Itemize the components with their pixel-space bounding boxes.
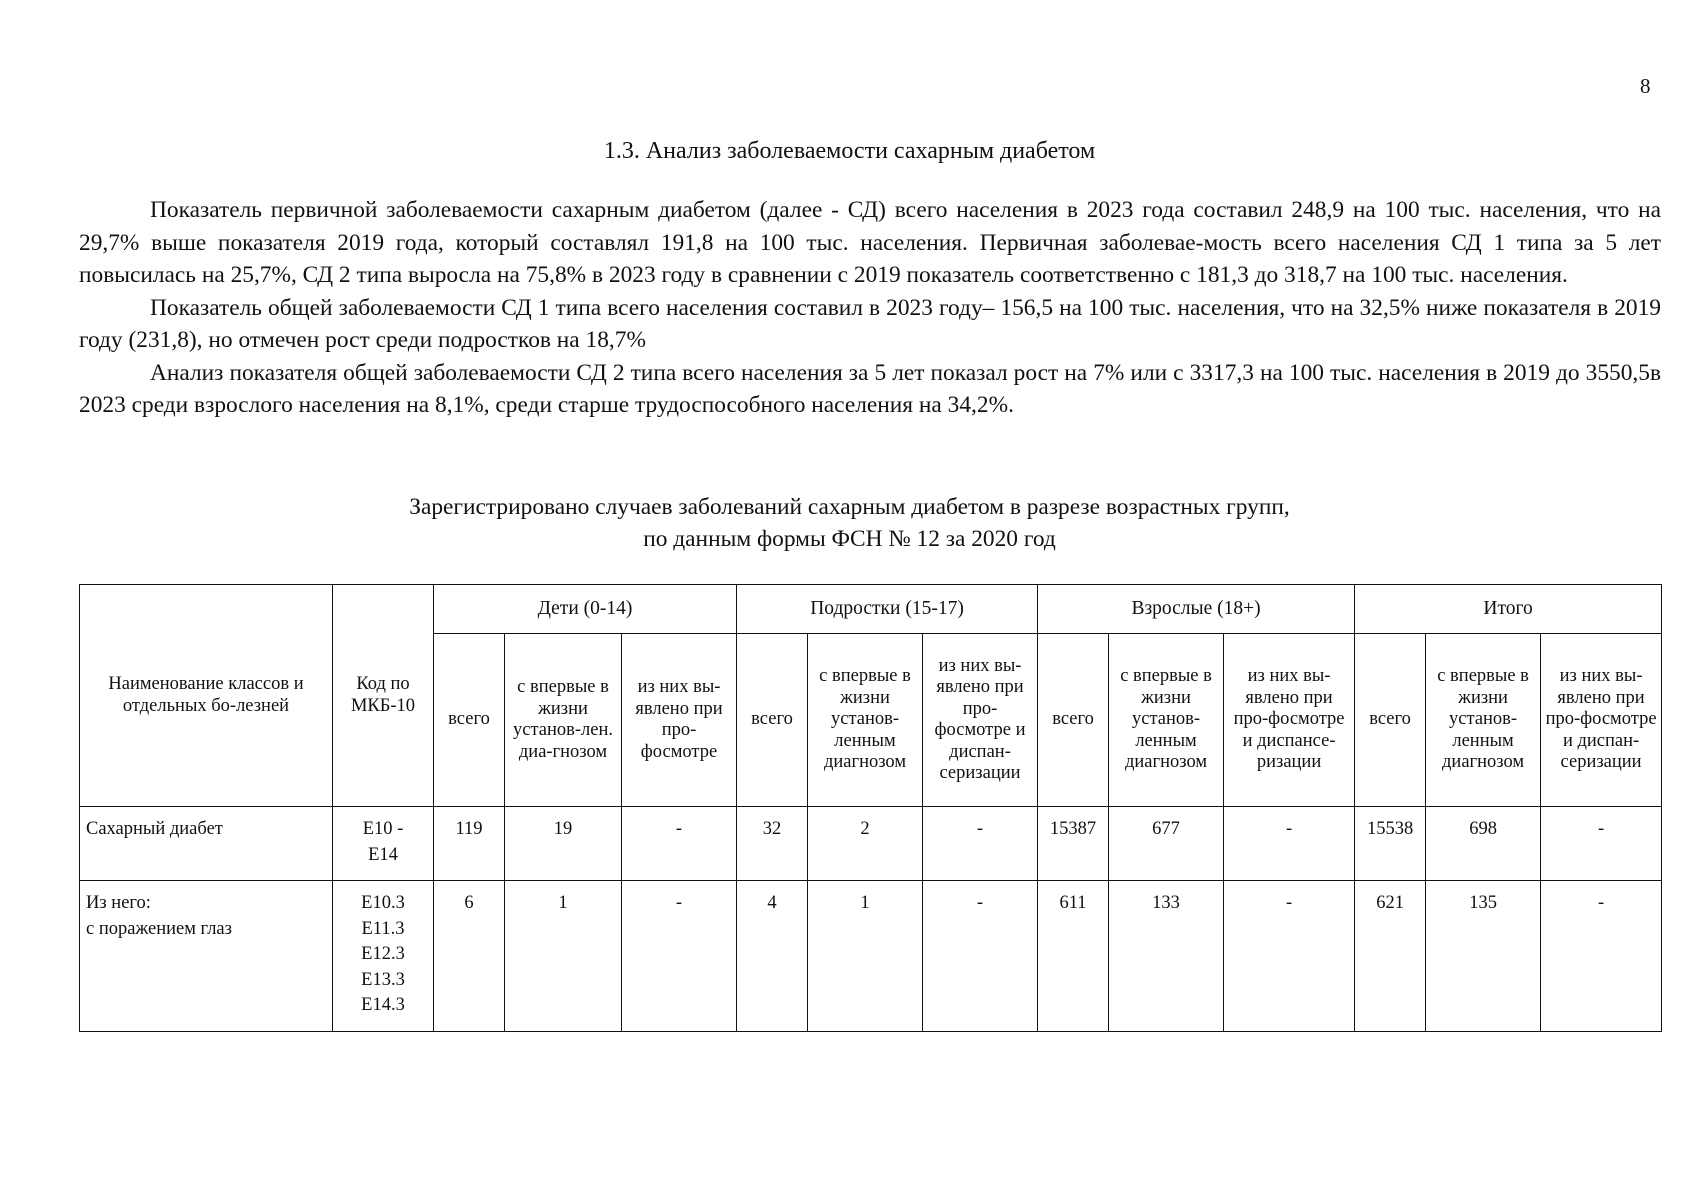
cell-value: 119 [434,807,505,881]
cell-value: 1 [505,881,622,1032]
cell-value: - [923,807,1038,881]
subheader-vzroslye-new: с впервые в жизни установ-ленным диагнозом [1109,634,1224,807]
cell-value: 621 [1355,881,1426,1032]
cell-value: 4 [737,881,808,1032]
row-code-line: E11.3 [361,918,405,939]
cell-value: 19 [505,807,622,881]
table-row [80,807,1662,881]
header-icd-code: Код по МКБ-10 [333,585,434,807]
subheader-podrostki-new: с впервые в жизни установ-ленным диагнозом [808,634,923,807]
subheader-deti-screening: из них вы-явлено при про-фосмотре [622,634,737,807]
paragraph-2: Показатель общей заболеваемости СД 1 типа всего населения составил в 2023 году– 156,5 на 100 тыс. населения, что на 32,5% ниже показателя в 2019 году (231,8), но отмечен рост среди подростков на 18,7% [79,294,1661,353]
subheader-deti-new: с впервые в жизни установ-лен. диа-гнозом [505,634,622,807]
cell-value: - [1541,881,1662,1032]
row-name [80,881,333,1032]
subheader-podrostki-total: всего [737,634,808,807]
row-code [333,881,434,1032]
row-name-line: Сахарный диабет [86,819,223,839]
cell-value: - [923,881,1038,1032]
cell-value: 677 [1109,807,1224,881]
subheader-itogo-screening: из них вы-явлено при про-фосмотре и диспан-серизации [1541,634,1662,807]
subheader-podrostki-screening: из них вы-явлено при про-фосмотре и диспан-серизации [923,634,1038,807]
row-code-line: E10 - [362,819,404,839]
cell-value: 2 [808,807,923,881]
table-row [80,881,1662,1032]
body-text [79,194,1661,422]
cell-value: - [1224,807,1355,881]
row-code-line: E14.3 [361,995,405,1015]
row-code-line: E10.3 [361,893,405,913]
group-podrostki: Подростки (15-17) [737,585,1038,634]
diabetes-table [79,584,1662,1032]
cell-value: - [1541,807,1662,881]
group-vzroslye: Взрослые (18+) [1038,585,1355,634]
cell-value: 32 [737,807,808,881]
row-name-line: с поражением глаз [86,918,232,939]
header-disease-name: Наименование классов и отдельных бо-лезней [80,585,333,807]
cell-value: 133 [1109,881,1224,1032]
row-code-line: E12.3 [361,944,405,964]
subheader-itogo-new: с впервые в жизни установ-ленным диагнозом [1426,634,1541,807]
cell-value: 698 [1426,807,1541,881]
group-itogo: Итого [1355,585,1662,634]
cell-value: - [622,881,737,1032]
paragraph-3: Анализ показателя общей заболеваемости СД 2 типа всего населения за 5 лет показал рост на 7% или с 3317,3 на 100 тыс. населения в 2019 до 3550,5в 2023 среди взрослого населения на 8,1%, среди старше трудоспособного населения на 34,2%. [79,359,1661,418]
subheader-vzroslye-screening: из них вы-явлено при про-фосмотре и диспансе-ризации [1224,634,1355,807]
cell-value: 135 [1426,881,1541,1032]
caption-line-1: Зарегистрировано случаев заболеваний сахарным диабетом в разрезе возрастных групп, [409,494,1290,520]
cell-value: 1 [808,881,923,1032]
section-title: 1.3. Анализ заболеваемости сахарным диабетом [603,138,1096,164]
subheader-deti-total: всего [434,634,505,807]
cell-value: 6 [434,881,505,1032]
page-number: 8 [1640,74,1651,98]
paragraph-1: Показатель первичной заболеваемости сахарным диабетом (далее - СД) всего населения в 2023 года составил 248,9 на 100 тыс. населения, что на 29,7% выше показателя 2019 года, который составлял 191,8 на 100 тыс. населения. Первичная заболевае-мость всего населения СД 1 типа за 5 лет повысилась на 25,7%, СД 2 типа выросла на 75,8% в 2023 году в сравнении с 2019 показатель соответственно с 181,3 до 318,7 на 100 тыс. населения. [79,197,1661,288]
cell-value: 611 [1038,881,1109,1032]
subheader-vzroslye-total: всего [1038,634,1109,807]
row-code [333,807,434,881]
group-deti: Дети (0-14) [434,585,737,634]
row-name [80,807,333,881]
row-code-line: E14 [368,844,398,865]
cell-value: - [622,807,737,881]
caption-line-2: по данным формы ФСН № 12 за 2020 год [643,526,1056,552]
row-code-line: E13.3 [361,969,405,990]
subheader-itogo-total: всего [1355,634,1426,807]
row-name-line: Из него: [86,893,151,913]
cell-value: - [1224,881,1355,1032]
cell-value: 15387 [1038,807,1109,881]
table-caption [0,491,1699,555]
cell-value: 15538 [1355,807,1426,881]
